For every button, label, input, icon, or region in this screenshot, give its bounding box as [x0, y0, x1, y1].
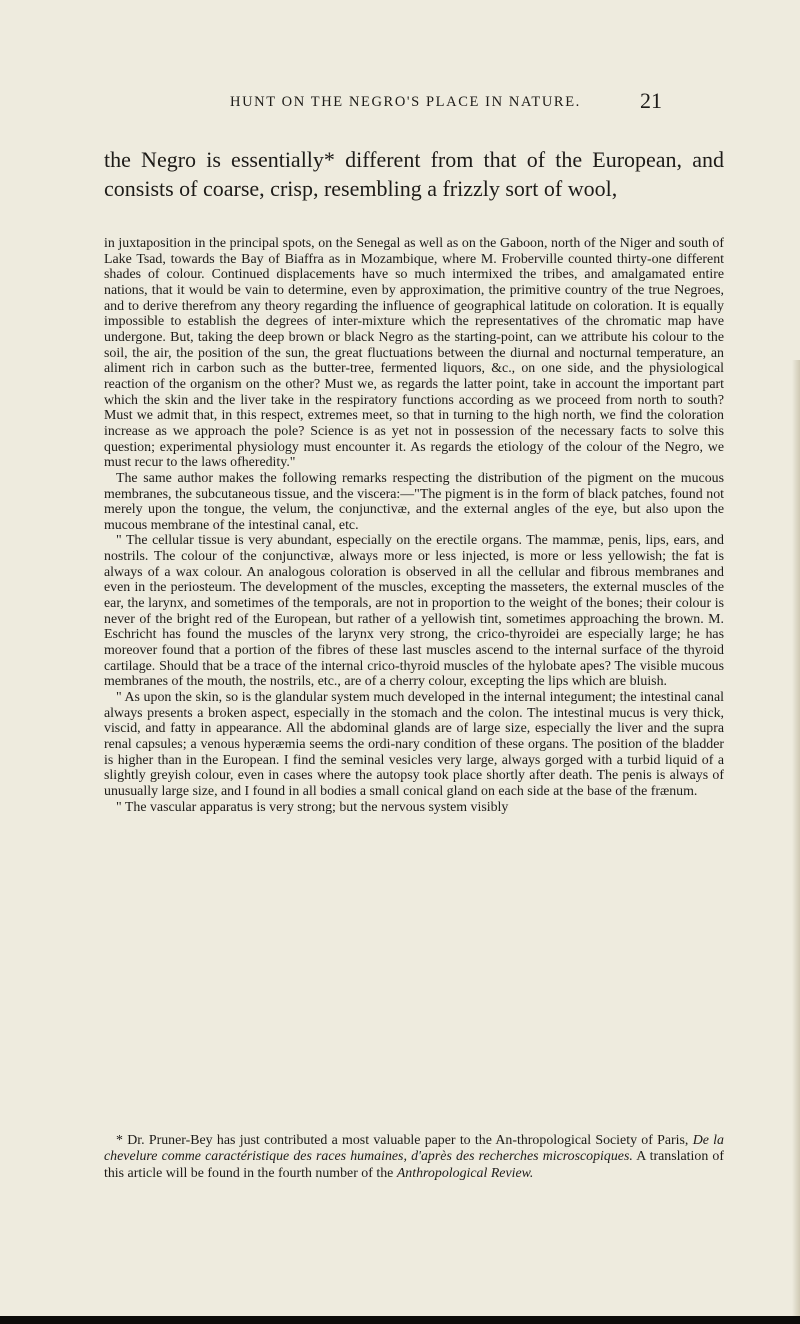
main-text	[104, 236, 724, 815]
footnote-text: * Dr. Pruner-Bey has just contributed a most valuable paper to the An-thropological Society of Paris,	[116, 1133, 689, 1148]
paragraph: The same author makes the following remarks respecting the distribution of the pigment on the mucous membranes, the subcutaneous tissue, and the viscera:—"The pigment is in the form of black patches, found not merely upon the tongue, the velum, the conjunctivæ, and the external angles of the eye, but also upon the mucous membrane of the intestinal canal, etc.	[104, 470, 724, 533]
paragraph: " The cellular tissue is very abundant, especially on the erectile organs. The mammæ, penis, lips, ears, and nostrils. The colour of the conjunctivæ, always more or less injected, is more or less yellowish; the fat is always of a wax colour. An analogous coloration is observed in all the cellular and fibrous membranes and even in the periosteum. The development of the muscles, excepting the masseters, the external muscles of the ear, the larynx, and sometimes of the temporals, are not in proportion to the weight of the bones; their colour is never of the bright red of the European, but rather of a yellowish tint, sometimes approaching the brown. M. Eschricht has found the muscles of the larynx very strong, the crico-thyroidei are especially large; he has moreover found that a portion of the fibres of these last muscles ascend to the internal surface of the thyroid cartilage. Should that be a trace of the internal crico-thyroid muscles of the hylobate apes? The visible mucous membranes of the mouth, the nostrils, etc., are of a cherry colour, excepting the lips which are bluish.	[104, 533, 724, 690]
scan-bottom-edge	[0, 1316, 800, 1324]
page-header	[0, 88, 800, 118]
footnote-journal: Anthropological Review.	[396, 1165, 534, 1181]
footnote	[104, 1133, 724, 1182]
paragraph: in juxtaposition in the principal spots, on the Senegal as well as on the Gaboon, north of the Niger and south of Lake Tsad, towards the Bay of Biaffra as in Mozambique, where M. Froberville counted thirty-one different shades of colour. Continued displacements have so much intermixed the tribes, and amalgamated entire nations, that it would be vain to determine, even by approximation, the primitive country of the true Negroes, and to derive therefrom any theory regarding the influence of geographical latitude on coloration. It is equally impossible to establish the degrees of inter-mixture which the representatives of the chromatic map have undergone. But, taking the deep brown or black Negro as the starting-point, can we attribute his colour to the soil, the air, the position of the sun, the great fluctuations between the diurnal and nocturnal temperature, an aliment rich in carbon such as the butter-tree, fermented liquors, &c., on one side, and the physiological reaction of the organism on the other? Must we, as regards the latter point, take in account the important part which the skin and the liver take in the respiratory functions according as we proceed from north to south? Must we admit that, in this respect, extremes meet, so that in turning to the high north, we find the coloration increase as we approach the pole? Science is as yet not in possession of the necessary facts to solve this question; experimental physiology must encounter it. As regards the etiology of the colour of the Negro, we must recur to the laws ofheredity."	[104, 236, 724, 471]
large-type-intro: the Negro is essentially* different from that of the European, and consists of coarse, crisp, resembling a frizzly sort of wool,	[104, 147, 724, 201]
page-edge-shadow	[792, 360, 800, 1320]
running-head: HUNT ON THE NEGRO'S PLACE IN NATURE.	[230, 94, 581, 110]
paragraph: " The vascular apparatus is very strong; but the nervous system visibly	[116, 799, 509, 815]
footnote-text: A translation of this article will be found in the fourth number of the	[104, 1149, 724, 1181]
footnote-paragraph	[104, 1133, 724, 1182]
paragraph: " As upon the skin, so is the glandular system much developed in the internal integument; the intestinal canal always presents a broken aspect, especially in the stomach and the colon. The intestinal mucus is very thick, viscid, and fatty in appearance. All the abdominal glands are of large size, especially the liver and the supra renal capsules; a venous hyperæmia seems the ordi-nary condition of these organs. The position of the bladder is higher than in the European. I find the seminal vesicles very large, always gorged with a turbid liquid of a slightly greyish colour, even in cases where the autopsy took place shortly after death. The penis is always of unusually large size, and I found in all bodies a small conical gland on each side at the base of the frænum.	[104, 690, 724, 799]
footnote-title: De la chevelure comme caractéristique des races humaines, d'après des recherches microscopiques.	[104, 1133, 724, 1165]
page-number: 21	[640, 88, 662, 113]
